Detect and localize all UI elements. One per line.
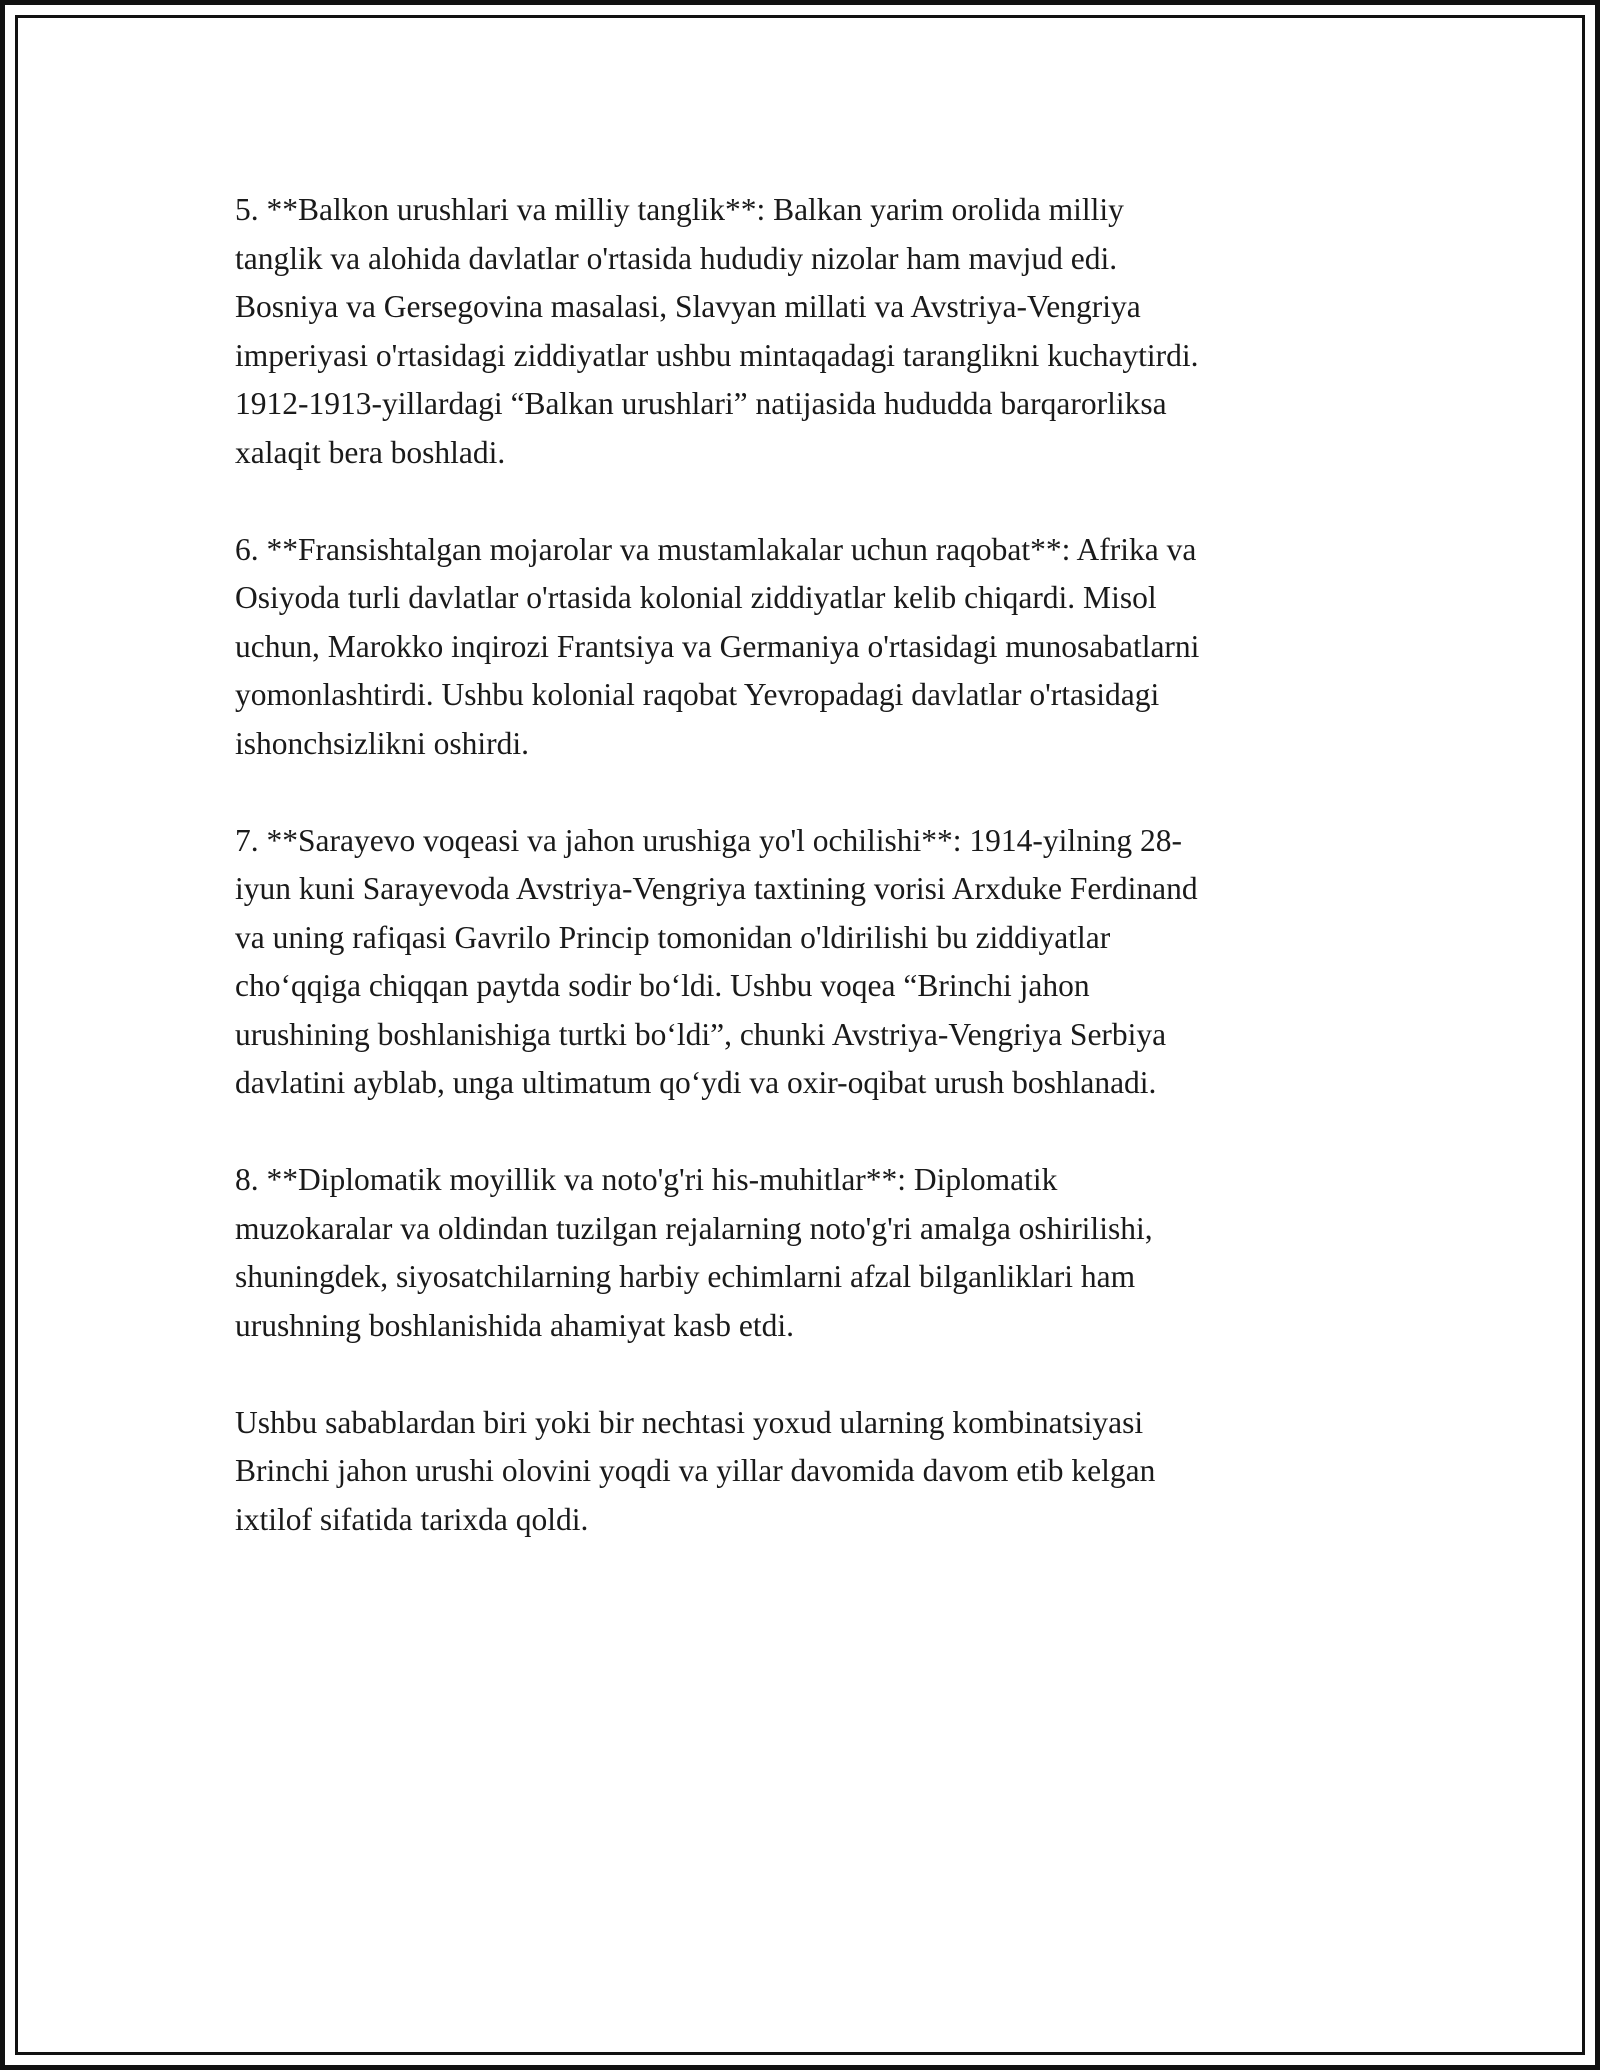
document-body [235, 186, 1405, 1593]
paragraph-conclusion: Ushbu sabablardan biri yoki bir nechtasi yoxud ularning kombinatsiyasi Brinchi jahon urushi olovini yoqdi va yillar davomida davom etib kelgan ixtilof sifatida tarixda qoldi. [235, 1404, 1156, 1537]
paragraph-diplomatic-failures: 8. **Diplomatik moyillik va noto'g'ri his-muhitlar**: Diplomatik muzokaralar va oldindan tuzilgan rejalarning noto'g'ri amalga oshirilishi, shuningdek, siyosatchilarning harbiy echimlarni afzal bilganliklari ham urushning boshlanishida ahamiyat kasb etdi. [235, 1162, 1153, 1343]
paragraph-balkan-wars: 5. **Balkon urushlari va milliy tanglik**: Balkan yarim orolida milliy tanglik va alohida davlatlar o'rtasida hududiy nizolar ham mavjud edi. Bosniya va Gersegovina masalasi, Slavyan millati va Avstriya-Vengriya imperiyasi o'rtasidagi ziddiyatlar ushbu mintaqadagi taranglikni kuchaytirdi. 1912-1913-yillardagi “Balkan urushlari” natijasida hududda barqarorliksa xalaqit bera boshladi. [235, 192, 1199, 470]
paragraph-colonial-rivalry: 6. **Fransishtalgan mojarolar va mustamlakalar uchun raqobat**: Afrika va Osiyoda turli davlatlar o'rtasida kolonial ziddiyatlar kelib chiqardi. Misol uchun, Marokko inqirozi Frantsiya va Germaniya o'rtasidagi munosabatlarni yomonlashtirdi. Ushbu kolonial raqobat Yevropadagi davlatlar o'rtasidagi ishonchsizlikni oshirdi. [235, 531, 1200, 761]
paragraph-sarajevo-event: 7. **Sarayevo voqeasi va jahon urushiga yo'l ochilishi**: 1914-yilning 28- iyun kuni Sarayevoda Avstriya-Vengriya taxtining vorisi Arxduke Ferdinand va uning rafiqasi Gavrilo Princip tomonidan o'ldirilishi bu ziddiyatlar cho‘qqiga chiqqan paytda sodir bo‘ldi. Ushbu voqea “Brinchi jahon urushining boshlanishiga turtki bo‘ldi”, chunki Avstriya-Vengriya Serbiya davlatini ayblab, unga ultimatum qo‘ydi va oxir-oqibat urush boshlanadi. [235, 822, 1198, 1100]
